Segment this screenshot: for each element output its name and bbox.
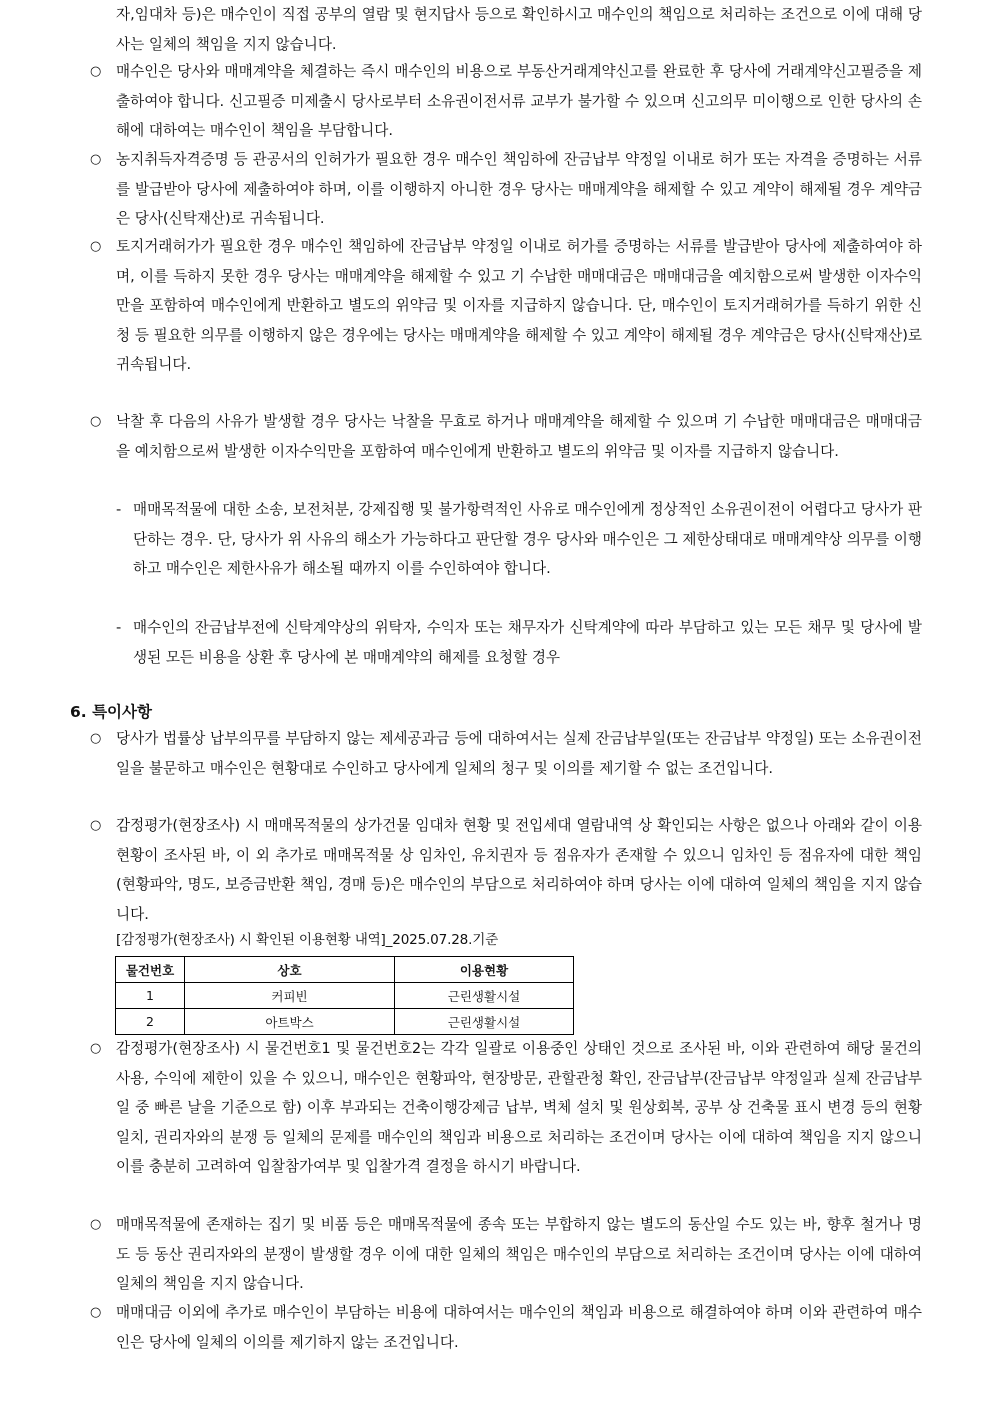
column-header: 물건번호 [116,957,185,983]
table-cell: 아트박스 [185,1009,395,1035]
table-cell: 근린생활시설 [395,983,574,1009]
table-row [116,983,574,1009]
column-header: 이용현황 [395,957,574,983]
dash-bullet-icon: - [116,619,122,636]
list-item [90,1298,922,1357]
list-item [90,724,922,783]
table-row [116,1009,574,1035]
circle-bullet-icon: ○ [90,731,102,746]
circle-bullet-icon: ○ [90,1217,102,1232]
table-caption: [감정평가(현장조사) 시 확인된 이용현황 내역]_2025.07.28.기준 [116,932,499,948]
circle-bullet-icon: ○ [90,1305,102,1320]
list-item [90,811,922,929]
circle-bullet-icon: ○ [90,239,102,254]
paragraph-text: 자,임대차 등)은 매수인이 직접 공부의 열람 및 현지답사 등으로 확인하시고 매수인의 책임으로 처리하는 조건으로 이에 대해 당사는 일체의 책임을 지지 않습니다. [116,6,922,53]
list-item [90,57,922,146]
list-item [90,1034,922,1182]
column-header: 상호 [185,957,395,983]
paragraph-text: 매매목적물에 존재하는 집기 및 비품 등은 매매목적물에 종속 또는 부합하지 않는 별도의 동산일 수도 있는 바, 향후 철거나 명도 등 동산 권리자와의 분쟁이 발생할 경우 이에 대한 일체의 책임은 매수인의 부담으로 처리하는 조건이며 당사는 이에 대하여 일체의 책임을 지지 않습니다. [116,1216,922,1292]
paragraph-text: 감정평가(현장조사) 시 물건번호1 및 물건번호2는 각각 일괄로 이용중인 상태인 것으로 조사된 바, 이와 관련하여 해당 물건의 사용, 수익에 제한이 있을 수 있으니, 매수인은 현황파악, 현장방문, 관할관청 확인, 잔금납부(잔금납부 약정일과 실제 잔금납부일 중 빠른 날을 기준으로 함) 이후 부과되는 건축이행강제금 납부, 벽체 설치 및 원상회복, 공부 상 건축물 표시 변경 등의 현황일치, 권리자와의 분쟁 등 일체의 문제를 매수인의 책임과 비용으로 처리하는 조건이며 당사는 이에 대하여 책임을 지지 않으니 이를 충분히 고려하여 입찰참가여부 및 입찰가격 결정을 하시기 바랍니다. [116,1040,922,1175]
list-item [90,407,922,466]
paragraph-text: 매수인의 잔금납부전에 신탁계약상의 위탁자, 수익자 또는 채무자가 신탁계약에 따라 부담하고 있는 모든 채무 및 당사에 발생된 모든 비용을 상환 후 당사에 본 매매계약의 해제를 요청할 경우 [133,619,922,666]
table-cell: 1 [116,983,185,1009]
paragraph-text: 당사가 법률상 납부의무를 부담하지 않는 제세공과금 등에 대하여서는 실제 잔금납부일(또는 잔금납부 약정일) 또는 소유권이전일을 불문하고 매수인은 현황대로 수인하고 당사에게 일체의 청구 및 이의를 제기할 수 없는 조건입니다. [116,730,922,777]
table-cell: 2 [116,1009,185,1035]
paragraph-text: 감정평가(현장조사) 시 매매목적물의 상가건물 임대차 현황 및 전입세대 열람내역 상 확인되는 사항은 없으나 아래와 같이 이용현황이 조사된 바, 이 외 추가로 매매목적물 상 임차인, 유치권자 등 점유자가 존재할 수 있으니 임차인 등 점유자에 대한 책임(현황파악, 명도, 보증금반환 책임, 경매 등)은 매수인의 부담으로 처리하여야 하며 당사는 이에 대하여 일체의 책임을 지지 않습니다. [116,817,922,923]
list-item [90,1210,922,1299]
paragraph-text: 낙찰 후 다음의 사유가 발생할 경우 당사는 낙찰을 무효로 하거나 매매계약을 해제할 수 있으며 기 수납한 매매대금은 매매대금을 예치함으로써 발생한 이자수익만을 포함하여 매수인에게 반환하고 별도의 위약금 및 이자를 지급하지 않습니다. [116,413,922,460]
section-heading: 6. 특이사항 [70,703,152,721]
list-item [90,145,922,234]
paragraph-continuation [90,0,922,59]
sub-list-item [116,495,922,584]
paragraph-text: 매수인은 당사와 매매계약을 체결하는 즉시 매수인의 비용으로 부동산거래계약신고를 완료한 후 당사에 거래계약신고필증을 제출하여야 합니다. 신고필증 미제출시 당사로부터 소유권이전서류 교부가 불가할 수 있으며 신고의무 미이행으로 인한 당사의 손해에 대하여는 매수인이 책임을 부담합니다. [116,63,922,139]
usage-status-table [115,956,574,1035]
circle-bullet-icon: ○ [90,64,102,79]
circle-bullet-icon: ○ [90,818,102,833]
paragraph-text: 매매목적물에 대한 소송, 보전처분, 강제집행 및 불가항력적인 사유로 매수인에게 정상적인 소유권이전이 어렵다고 당사가 판단하는 경우. 단, 당사가 위 사유의 해소가 가능하다고 판단할 경우 당사와 매수인은 그 제한상태대로 매매계약상 의무를 이행하고 매수인은 제한사유가 해소될 때까지 이를 수인하여야 합니다. [133,501,922,577]
table-cell: 커피빈 [185,983,395,1009]
circle-bullet-icon: ○ [90,414,102,429]
sub-list-item [116,613,922,672]
table-cell: 근린생활시설 [395,1009,574,1035]
paragraph-text: 토지거래허가가 필요한 경우 매수인 책임하에 잔금납부 약정일 이내로 허가를 증명하는 서류를 발급받아 당사에 제출하여야 하며, 이를 득하지 못한 경우 당사는 매매계약을 해제할 수 있고 기 수납한 매매대금은 매매대금을 예치함으로써 발생한 이자수익만을 포함하여 매수인에게 반환하고 별도의 위약금 및 이자를 지급하지 않습니다. 단, 매수인이 토지거래허가를 득하기 위한 신청 등 필요한 의무를 이행하지 않은 경우에는 당사는 매매계약을 해제할 수 있고 계약이 해제될 경우 계약금은 당사(신탁재산)로 귀속됩니다. [116,238,922,373]
circle-bullet-icon: ○ [90,1041,102,1056]
list-item [90,232,922,380]
circle-bullet-icon: ○ [90,152,102,167]
paragraph-text: 매매대금 이외에 추가로 매수인이 부담하는 비용에 대하여서는 매수인의 책임과 비용으로 해결하여야 하며 이와 관련하여 매수인은 당사에 일체의 이의를 제기하지 않는 조건입니다. [116,1304,922,1351]
paragraph-text: 농지취득자격증명 등 관공서의 인허가가 필요한 경우 매수인 책임하에 잔금납부 약정일 이내로 허가 또는 자격을 증명하는 서류를 발급받아 당사에 제출하여야 하며, 이를 이행하지 아니한 경우 당사는 매매계약을 해제할 수 있고 계약이 해제될 경우 계약금은 당사(신탁재산)로 귀속됩니다. [116,151,922,227]
table-header-row [116,957,574,983]
dash-bullet-icon: - [116,501,122,518]
